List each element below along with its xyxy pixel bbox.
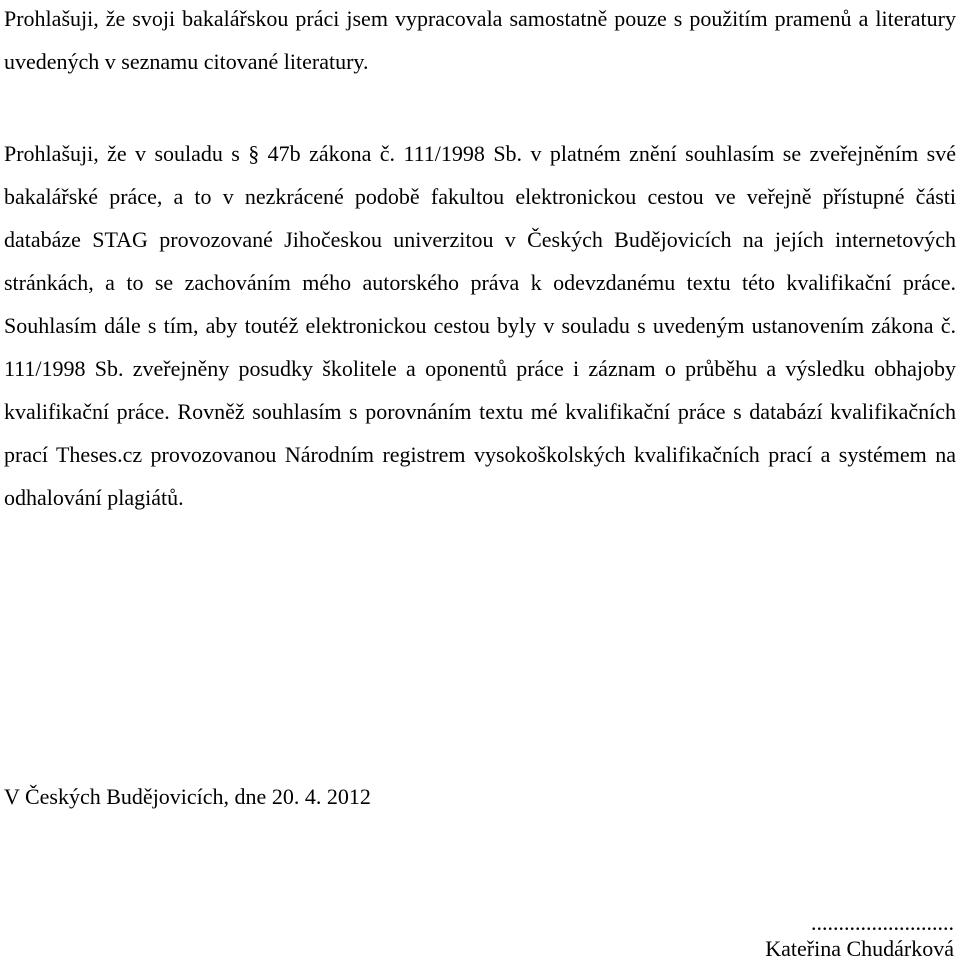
- signature-line: ..........................: [811, 910, 954, 935]
- signature-block: [765, 910, 954, 964]
- place-and-date: V Českých Budějovicích, dne 20. 4. 2012: [4, 784, 371, 809]
- declaration-paragraph-publication-consent: Prohlašuji, že v souladu s § 47b zákona č. 111/1998 Sb. v platném znění souhlasím se zveřejněním své bakalářské práce, a to v nezkrácené podobě fakultou elektronickou cestou ve veřejně přístupné části databáze STAG provozované Jihočeskou univerzitou v Českých Budějovicích na jejích internetových stránkách, a to se zachováním mého autorského práva k odevzdanému textu této kvalifikační práce. Souhlasím dále s tím, aby toutéž elektronickou cestou byly v souladu s uvedeným ustanovením zákona č. 111/1998 Sb. zveřejněny posudky školitele a oponentů práce i záznam o průběhu a výsledku obhajoby kvalifikační práce. Rovněž souhlasím s porovnáním textu mé kvalifikační práce s databází kvalifikačních prací Theses.cz provozovanou Národním registrem vysokoškolských kvalifikačních prací a systémem na odhalování plagiátů.: [4, 141, 956, 510]
- signature-name: Kateřina Chudárková: [765, 936, 954, 961]
- declaration-paragraph-sources: Prohlašuji, že svoji bakalářskou práci jsem vypracovala samostatně pouze s použitím pramenů a literatury uvedených v seznamu citované literatury.: [4, 6, 956, 74]
